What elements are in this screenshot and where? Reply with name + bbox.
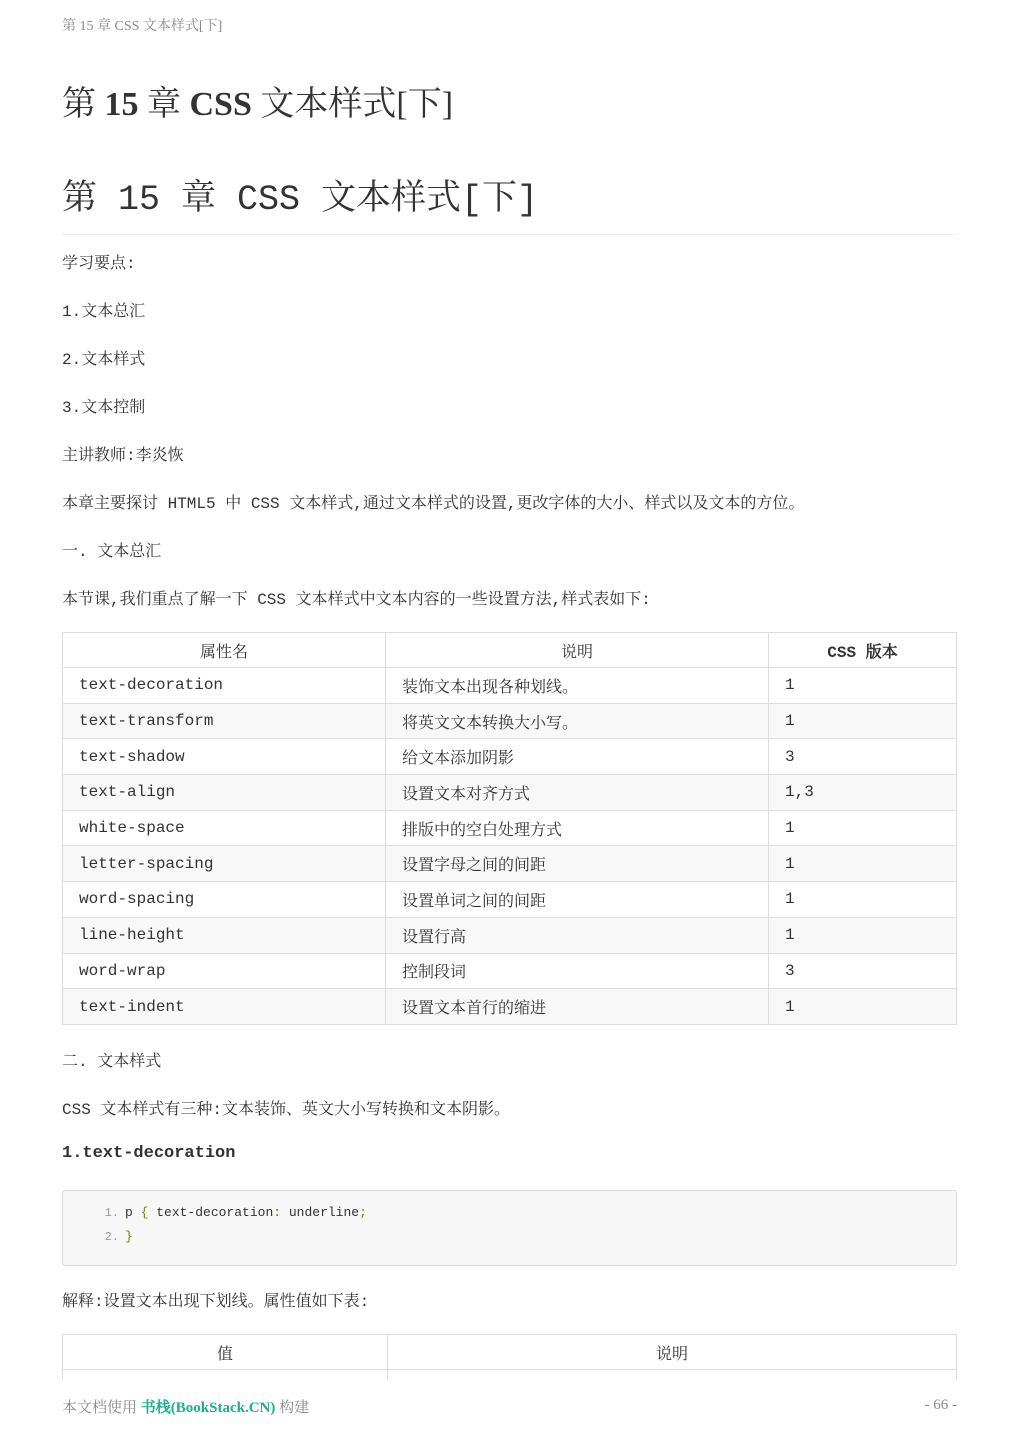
table-header: 属性名 bbox=[63, 633, 386, 668]
table-cell: 设置行高 bbox=[386, 917, 769, 953]
point-item: 1.文本总汇 bbox=[62, 303, 146, 321]
code-token: underline bbox=[281, 1205, 360, 1220]
table-header: 说明 bbox=[388, 1335, 957, 1370]
table-cell: text-indent bbox=[63, 989, 386, 1025]
table-cell: 1 bbox=[769, 703, 957, 739]
chapter-title bbox=[62, 76, 453, 125]
table-cell: text-shadow bbox=[63, 739, 386, 775]
explanation: 解释:设置文本出现下划线。属性值如下表: bbox=[62, 1293, 370, 1311]
table-cell: 装饰文本出现各种划线。 bbox=[386, 668, 769, 704]
code-token: ; bbox=[359, 1205, 367, 1220]
table-cell: 3 bbox=[769, 739, 957, 775]
table-row bbox=[63, 846, 957, 882]
teacher-line: 主讲教师:李炎恢 bbox=[62, 447, 184, 465]
code-line-number: 2. bbox=[104, 1230, 119, 1244]
table-cell: 3 bbox=[769, 953, 957, 989]
section-description: 本节课,我们重点了解一下 CSS 文本样式中文本内容的一些设置方法,样式表如下: bbox=[62, 591, 651, 609]
table-cell bbox=[388, 1370, 957, 1381]
table-cell: 控制段词 bbox=[386, 953, 769, 989]
table-cell: 排版中的空白处理方式 bbox=[386, 810, 769, 846]
code-line-number: 1. bbox=[104, 1206, 119, 1220]
footer-suffix: 构建 bbox=[275, 1400, 310, 1416]
table-cell: letter-spacing bbox=[63, 846, 386, 882]
table-header-row bbox=[63, 1335, 957, 1370]
code-line: } bbox=[125, 1229, 133, 1244]
table-row bbox=[63, 953, 957, 989]
running-head: 第 15 章 CSS 文本样式[下] bbox=[62, 19, 223, 34]
values-table bbox=[62, 1334, 957, 1380]
table-row bbox=[63, 882, 957, 918]
table-header-row bbox=[63, 633, 957, 668]
table-row bbox=[63, 703, 957, 739]
chapter-title-part: CSS bbox=[189, 86, 252, 123]
table-cell: 1 bbox=[769, 846, 957, 882]
table-row bbox=[63, 739, 957, 775]
page-number: - 66 - bbox=[924, 1397, 957, 1413]
section-title: 一. 文本总汇 bbox=[62, 543, 162, 561]
table-cell: word-spacing bbox=[63, 882, 386, 918]
footer-credit bbox=[62, 1396, 309, 1417]
subsection-title: 1.text-decoration bbox=[62, 1144, 236, 1163]
chapter-title-part: 章 bbox=[138, 86, 190, 123]
table-row bbox=[63, 917, 957, 953]
table-row bbox=[63, 1370, 957, 1381]
code-block bbox=[62, 1190, 957, 1266]
section-description: CSS 文本样式有三种:文本装饰、英文大小写转换和文本阴影。 bbox=[62, 1101, 511, 1119]
point-item: 2.文本样式 bbox=[62, 351, 146, 369]
table-cell: 设置字母之间的间距 bbox=[386, 846, 769, 882]
point-item: 3.文本控制 bbox=[62, 399, 146, 417]
table-row bbox=[63, 989, 957, 1025]
table-cell: 1 bbox=[769, 989, 957, 1025]
table-cell: 1,3 bbox=[769, 775, 957, 811]
table-cell: text-transform bbox=[63, 703, 386, 739]
section-title: 二. 文本样式 bbox=[62, 1053, 162, 1071]
intro-paragraph: 本章主要探讨 HTML5 中 CSS 文本样式,通过文本样式的设置,更改字体的大小、样式以及文本的方位。 bbox=[62, 495, 805, 513]
table-cell: 设置文本对齐方式 bbox=[386, 775, 769, 811]
table-cell: 1 bbox=[769, 917, 957, 953]
table-cell: 给文本添加阴影 bbox=[386, 739, 769, 775]
table-header: 值 bbox=[63, 1335, 388, 1370]
code-token: { bbox=[140, 1205, 149, 1220]
table-cell: 1 bbox=[769, 882, 957, 918]
table-cell: 设置文本首行的缩进 bbox=[386, 989, 769, 1025]
properties-table bbox=[62, 632, 957, 1025]
code-token: text-decoration bbox=[148, 1205, 274, 1220]
table-cell: word-wrap bbox=[63, 953, 386, 989]
table-cell: line-height bbox=[63, 917, 386, 953]
table-cell bbox=[63, 1370, 388, 1381]
table-row bbox=[63, 810, 957, 846]
chapter-title-part: 第 bbox=[62, 86, 105, 123]
table-cell: 将英文文本转换大小写。 bbox=[386, 703, 769, 739]
table-cell: 设置单词之间的间距 bbox=[386, 882, 769, 918]
chapter-title-part: 15 bbox=[104, 86, 139, 123]
table-header bbox=[769, 633, 957, 668]
table-cell: 1 bbox=[769, 668, 957, 704]
footer-brand-link[interactable]: 书栈(BookStack.CN) bbox=[140, 1400, 276, 1416]
code-line bbox=[125, 1205, 367, 1220]
footer-prefix: 本文档使用 bbox=[62, 1400, 141, 1416]
code-token: : bbox=[273, 1205, 282, 1220]
table-row bbox=[63, 775, 957, 811]
code-token: p bbox=[125, 1205, 141, 1220]
points-label: 学习要点: bbox=[62, 255, 136, 273]
table-header: 说明 bbox=[386, 633, 769, 668]
table-cell: 1 bbox=[769, 810, 957, 846]
table-cell: text-decoration bbox=[63, 668, 386, 704]
table-row bbox=[63, 668, 957, 704]
page-title: 第 15 章 CSS 文本样式[下] bbox=[62, 170, 957, 235]
table-header-text: CSS 版本 bbox=[827, 643, 898, 662]
table-cell: text-align bbox=[63, 775, 386, 811]
chapter-title-part: 文本样式[下] bbox=[251, 86, 454, 123]
table-cell: white-space bbox=[63, 810, 386, 846]
